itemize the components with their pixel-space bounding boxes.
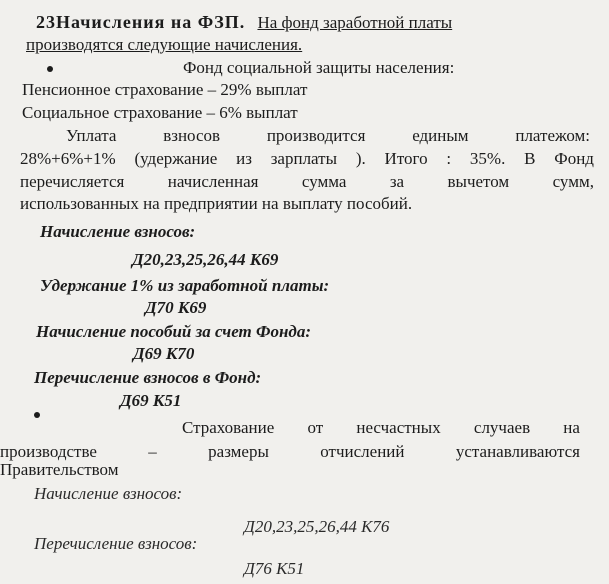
word: сумма (301, 172, 347, 191)
accident-transfer-label: Перечисление взносов: (34, 534, 198, 553)
word: (удержание (134, 149, 218, 168)
transfer-label: Перечисление взносов в Фонд: (34, 368, 262, 387)
word: : (446, 149, 452, 168)
word: В (524, 149, 536, 168)
word: Уплата (66, 126, 117, 145)
fsz-title: Фонд социальной защиты населения: (183, 58, 455, 77)
word: вычетом (447, 172, 510, 191)
accident-line1 (182, 418, 580, 438)
word: сумм, (552, 172, 594, 191)
withhold-value: Д70 К69 (145, 298, 207, 317)
word: платежом: (515, 126, 590, 145)
section-heading (36, 12, 596, 33)
accident-accrual-label: Начисление взносов: (34, 484, 183, 503)
word: зарплаты (270, 149, 338, 168)
fsz-payment-line (66, 126, 590, 146)
word: начисленная (167, 172, 259, 191)
accident-line2 (0, 442, 580, 462)
heading-number-title: 23Начисления на ФЗП. (36, 12, 246, 32)
word: 35%. (469, 149, 506, 168)
word: отчислений (320, 442, 405, 461)
accident-transfer-value: Д76 К51 (244, 559, 305, 578)
fsz-social: Социальное страхование – 6% выплат (22, 103, 298, 122)
fsz-pension: Пенсионное страхование – 29% выплат (22, 80, 308, 99)
word: Фонд (554, 149, 594, 168)
fsz-transfer-line (20, 172, 594, 192)
word: производстве (0, 442, 97, 461)
word: Итого (384, 149, 428, 168)
accident-accrual-value: Д20,23,25,26,44 К76 (244, 517, 390, 536)
word: за (389, 172, 405, 191)
word: единым (412, 126, 469, 145)
word: на (563, 418, 580, 437)
withhold-label: Удержание 1% из заработной платы: (40, 276, 330, 295)
heading-text-part2: производятся следующие начисления. (26, 35, 303, 54)
word: несчастных (356, 418, 441, 437)
word: взносов (163, 126, 221, 145)
word: случаев (473, 418, 531, 437)
accrual-label: Начисление взносов: (40, 222, 196, 241)
word: размеры (208, 442, 269, 461)
fsz-formula-line (20, 149, 594, 169)
accrual-value: Д20,23,25,26,44 К69 (132, 250, 279, 269)
word: от (307, 418, 324, 437)
word: 28%+6%+1% (20, 149, 116, 168)
bullet-icon (34, 412, 40, 418)
word: перечисляется (20, 172, 125, 191)
benefit-value: Д69 К70 (133, 344, 195, 363)
fsz-used: использованных на предприятии на выплату пособий. (20, 194, 413, 213)
accident-line3: Правительством (0, 460, 119, 479)
word: производится (266, 126, 366, 145)
word: – (148, 442, 157, 461)
word: ). (355, 149, 366, 168)
word: из (236, 149, 252, 168)
word: устанавливаются (455, 442, 580, 461)
bullet-icon (47, 66, 53, 72)
word: Страхование (182, 418, 275, 437)
heading-text-part1: На фонд заработной платы (257, 13, 453, 32)
transfer-value: Д69 К51 (120, 391, 182, 410)
benefit-label: Начисление пособий за счет Фонда: (36, 322, 312, 341)
